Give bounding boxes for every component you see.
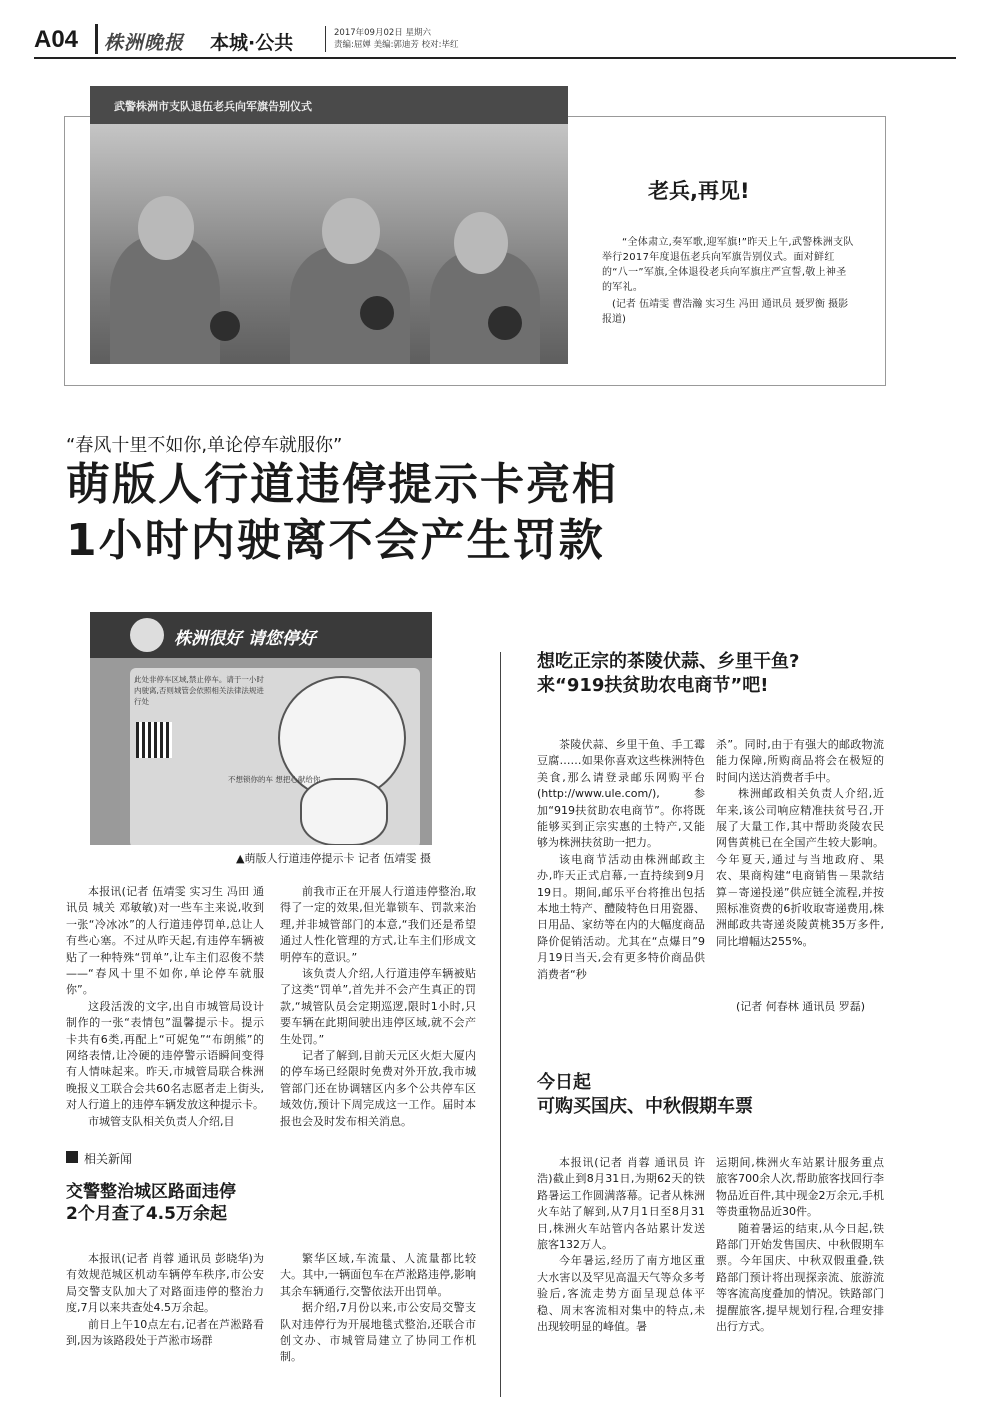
main-story-col2 xyxy=(280,884,476,1130)
section-title: 本城·公共 xyxy=(210,32,294,54)
paragraph: 本报讯(记者 肖蓉 通讯员 许浩)截止到8月31日,为期62天的铁路暑运工作圆满落幕。记者从株洲火车站了解到,从7月1日至8月31日,株洲火车站管内各站累计发送旅客132万人。 xyxy=(537,1156,705,1252)
card-panel xyxy=(130,668,420,845)
paragraph: 杀”。同时,由于有强大的邮政物流能力保障,所购商品将会在极短的时间内送达消费者手中。 xyxy=(716,738,884,784)
red-flower-corsage xyxy=(488,306,522,340)
paragraph: 这段活泼的文字,出自市城管局设计制作的一张“表情包”温馨提示卡。提示卡共有6类,再配上“可妮兔”“布朗熊”的网络表情,让冷硬的违停警示语瞬间变得有人情味起来。昨天,市城管局联合株洲晚报义工联合会共60名志愿者走上街头,对人行道上的违停车辆发放这种提示卡。 xyxy=(66,999,264,1112)
newspaper-logo: 株洲晚报 xyxy=(104,32,185,54)
header-info xyxy=(334,27,459,51)
ecommerce-col2 xyxy=(716,737,884,950)
header-rule xyxy=(34,57,956,59)
paragraph: 本报讯(记者 伍靖雯 实习生 冯田 通讯员 城关 邓敏敏)对一些车主来说,收到一张“冷冰冰”的人行道违停罚单,总让人有些心塞。不过从昨天起,有违停车辆被贴了一种特殊“罚单”,让车主们忍俊不禁——“春风十里不如你,单论停车就服你”。 xyxy=(66,885,264,997)
card-slogan: 株洲很好 请您停好 xyxy=(174,629,316,649)
banner-text: 武警株洲市支队退伍老兵向军旗告别仪式 xyxy=(114,100,312,113)
main-story-col1 xyxy=(66,884,264,1130)
police-badge-icon xyxy=(130,618,164,652)
ticket-headline-line1: 今日起 xyxy=(537,1072,591,1093)
related-headline xyxy=(66,1181,236,1225)
related-col2 xyxy=(280,1251,476,1366)
header-divider xyxy=(95,24,98,54)
ecommerce-headline-line2: 来“919扶贫助农电商节”吧! xyxy=(537,675,769,696)
related-headline-line1: 交警整治城区路面违停 xyxy=(66,1182,236,1202)
soldier-head xyxy=(138,196,194,260)
ceremony-banner xyxy=(90,86,568,124)
parking-card-photo xyxy=(90,612,432,845)
main-kicker: “春风十里不如你,单论停车就服你” xyxy=(66,435,343,456)
soldier-head xyxy=(454,212,508,274)
main-headline xyxy=(66,457,618,569)
photo-story-body: “全体肃立,奏军歌,迎军旗!”昨天上午,武警株洲支队举行2017年度退伍老兵向军旗告别仪式。面对鲜红的“八一”军旗,全体退役老兵向军旗庄严宣誓,敬上神圣的军礼。 xyxy=(602,237,854,293)
paragraph: 据介绍,7月份以来,市公安局交警支队对违停行为开展地毯式整治,还联合市创文办、市城管局建立了协同工作机制。 xyxy=(280,1301,476,1364)
header-divider-thin xyxy=(325,26,326,52)
paragraph: 运期间,株洲火车站累计服务重点旅客700余人次,帮助旅客找回行李物品近百件,其中现金2万余元,手机等贵重物品近30件。 xyxy=(716,1156,884,1219)
qr-code-icon xyxy=(136,722,172,758)
red-flower-corsage xyxy=(360,296,394,330)
paragraph: 记者了解到,目前天元区火炬大厦内的停车场已经限时免费对外开放,我市城管部门还在协调辖区内多个公共停车区域效仿,预计下周完成这一工作。届时本报也会及时发布相关消息。 xyxy=(280,1049,476,1128)
photo-story-title: 老兵,再见! xyxy=(648,179,750,203)
ecommerce-credit: (记者 何春林 通讯员 罗磊) xyxy=(736,1000,866,1013)
paragraph: 市城管支队相关负责人介绍,目 xyxy=(88,1114,235,1128)
paragraph: 前我市正在开展人行道违停整治,取得了一定的效果,但光靠锁车、罚款来治理,并非城管部门的本意,“我们还是希望通过人性化管理的方式,让车主们形成文明停车的意识。” xyxy=(280,885,476,964)
paragraph: 繁华区域,车流量、人流量都比较大。其中,一辆面包车在芦淞路违停,影响其余车辆通行,交警依法开出罚单。 xyxy=(280,1252,476,1298)
ticket-col1 xyxy=(537,1155,705,1335)
photo-story-credit: (记者 伍靖雯 曹浩瀚 实习生 冯田 通讯员 聂罗衡 摄影报道) xyxy=(602,299,849,325)
card-top-strip xyxy=(90,612,432,658)
related-headline-line2: 2个月查了4.5万余起 xyxy=(66,1204,227,1224)
ticket-headline-line2: 可购买国庆、中秋假期车票 xyxy=(537,1096,753,1117)
mascot-body-icon xyxy=(300,778,388,845)
staff-line: 责编:屈婵 美编:郭迪芳 校对:毕红 xyxy=(334,40,459,50)
paragraph: 今年暑运,经历了南方地区重大水害以及罕见高温天气等众多考验后,客流走势方面呈现总体平稳、周末客流相对集中的特点,未出现较明显的峰值。暑 xyxy=(537,1254,705,1334)
paragraph: 本报讯(记者 肖蓉 通讯员 彭晓华)为有效规范城区机动车辆停车秩序,市公安局交警支队加大了对路面违停的整治力度,7月以来共查处4.5万余起。 xyxy=(66,1252,264,1315)
ticket-headline xyxy=(537,1071,753,1119)
soldiers-photo xyxy=(90,86,568,364)
main-headline-line2: 1小时内驶离不会产生罚款 xyxy=(66,515,605,566)
paragraph: 茶陵伏蒜、乡里干鱼、手工霉豆腐……如果你喜欢这些株洲特色美食,那么请登录邮乐网购平台(http://www.ule.com/),参加“919扶贫助农电商节”。你将既能够买到正宗实惠的土特产,又能够为株洲扶贫助一把力。 xyxy=(537,738,705,850)
ecommerce-col1 xyxy=(537,737,705,983)
date-line: 2017年09月02日 星期六 xyxy=(334,28,431,38)
paragraph: 该负责人介绍,人行道违停车辆被贴了这类“罚单”,首先并不会产生真正的罚款,“城管队员会定期巡逻,限时1小时,只要车辆在此期间驶出违停区域,就不会产生处罚。” xyxy=(280,967,476,1046)
column-divider xyxy=(500,652,501,1397)
red-flower-corsage xyxy=(210,311,240,341)
paragraph: 株洲邮政相关负责人介绍,近年来,该公司响应精准扶贫号召,开展了大量工作,其中帮助炎陵农民网售黄桃已在全国产生较大影响。今年夏天,通过与当地政府、果农、果商构建“电商销售－果款结算－寄递投递”供应链全流程,并按照标准资费的6折收取寄递费用,株洲邮政共寄递炎陵黄桃35万多件,同比增幅达255%。 xyxy=(716,787,884,948)
soldier-head xyxy=(322,198,380,264)
page-number: A04 xyxy=(34,26,79,53)
paragraph: 前日上午10点左右,记者在芦淞路看到,因为该路段处于芦淞市场群 xyxy=(66,1317,264,1348)
related-news-arrow-icon xyxy=(66,1151,78,1163)
ecommerce-headline xyxy=(537,650,799,698)
card-panel-text: 此处非停车区域,禁止停车。请于一小时内驶离,否则城管会依照相关法律法规进行处 xyxy=(134,675,264,706)
paragraph: 该电商节活动由株洲邮政主办,昨天正式启幕,一直持续到9月19日。期间,邮乐平台将推出包括本地土特产、醴陵特色日用瓷器、日用品、家纺等在内的大幅度商品降价促销活动。尤其在“点爆日”9月19日当天,会有更多特价商品供消费者“秒 xyxy=(537,852,705,981)
parking-photo-caption: ▲萌版人行道违停提示卡 记者 伍靖雯 摄 xyxy=(236,852,431,865)
related-news-tag: 相关新闻 xyxy=(84,1152,133,1166)
ecommerce-headline-line1: 想吃正宗的茶陵伏蒜、乡里干鱼? xyxy=(537,651,800,672)
ticket-col2 xyxy=(716,1155,884,1335)
main-headline-line1: 萌版人行道违停提示卡亮相 xyxy=(66,459,618,510)
paragraph: 随着暑运的结束,从今日起,铁路部门开始发售国庆、中秋假期车票。今年国庆、中秋双假重叠,铁路部门预计将出现探亲流、旅游流等客流高度叠加的情况。铁路部门提醒旅客,提早规划行程,合理安排出行方式。 xyxy=(716,1221,884,1334)
related-col1 xyxy=(66,1251,264,1349)
mascot-message: 不想锁你的车 想把心献给你 xyxy=(228,775,321,784)
